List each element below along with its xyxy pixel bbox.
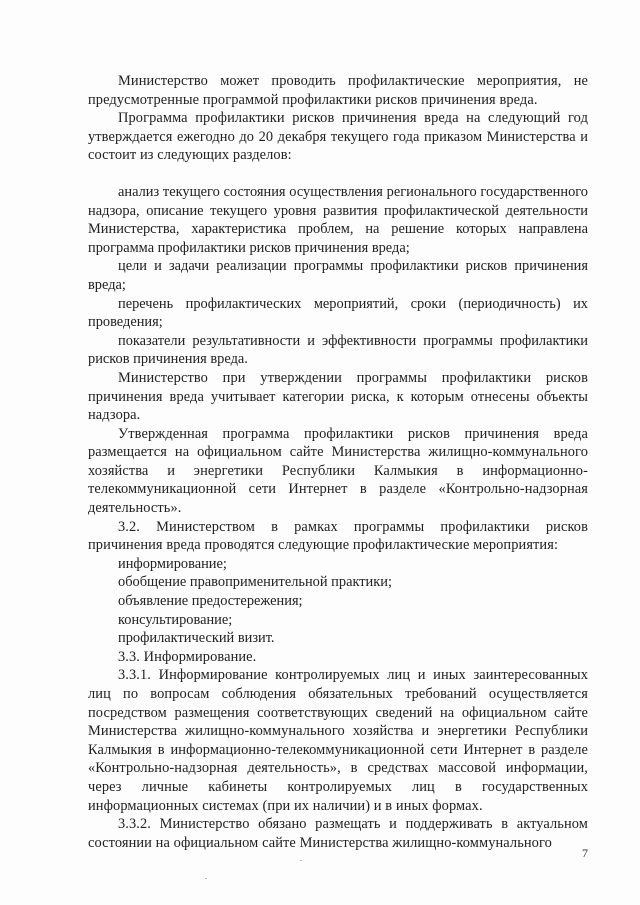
document-body xyxy=(88,72,588,852)
list-item-section-activities: перечень профилактических мероприятий, сроки (периодичность) их проведения; xyxy=(88,295,588,331)
page-number: 7 xyxy=(582,846,588,860)
paragraph-3-3-2: 3.3.2. Министерство обязано размещать и поддерживать в актуальном состоянии на официальном сайте Министерства жилищно-коммунального xyxy=(88,816,588,851)
list-item-activity-consulting: консультирование; xyxy=(118,611,233,628)
list-item-activity-generalization: обобщение правоприменительной практики; xyxy=(118,574,392,591)
heading-3-3: 3.3. Информирование. xyxy=(118,648,257,665)
paragraph-program-approval: Программа профилактики рисков причинения вреда на следующий год утверждается ежегодно до 20 декабря текущего года приказом Министерства и состоит из следующих разделов: xyxy=(88,110,588,164)
list-item-section-goals: цели и задачи реализации программы профилактики рисков причинения вреда; xyxy=(88,258,588,293)
list-item-activity-informing: информирование; xyxy=(118,555,227,572)
scan-artifact xyxy=(205,878,207,879)
paragraph-risk-categories: Министерство при утверждении программы профилактики рисков причинения вреда учитывает категории риска, к которым отнесены объекты надзора. xyxy=(88,369,588,424)
list-item-activity-warning: объявление предостережения; xyxy=(118,593,303,610)
scan-artifact xyxy=(300,860,302,861)
paragraph-extra-activities: Министерство может проводить профилактические мероприятия, не предусмотренные программой профилактики рисков причинения вреда. xyxy=(88,73,588,108)
list-item-activity-visit: профилактический визит. xyxy=(118,630,275,647)
list-item-section-indicators: показатели результативности и эффективности программы профилактики рисков причинения вреда. xyxy=(88,332,588,368)
paragraph-3-3-1: 3.3.1. Информирование контролируемых лиц и иных заинтересованных лиц по вопросам соблюдения обязательных требований осуществляется посредством размещения соответствующих сведений на официальном сайте Министерства жилищно-коммунального хозяйства и энергетики Республики Калмыкия в информационно-телекоммуникационной сети Интернет в разделе «Контрольно-надзорная деятельность», в средствах массовой информации, через личные кабинеты контролируемых лиц в государственных информационных системах (при их наличии) и в иных формах. xyxy=(88,667,588,814)
paragraph-3-2: 3.2. Министерством в рамках программы профилактики рисков причинения вреда проводятся следующие профилактические мероприятия: xyxy=(88,518,588,554)
paragraph-program-published: Утвержденная программа профилактики рисков причинения вреда размещается на официальном сайте Министерства жилищно-коммунального хозяйства и энергетики Республики Калмыкия в информационно-телекоммуникационной сети Интернет в разделе «Контрольно-надзорная деятельность». xyxy=(88,425,588,517)
list-item-section-analysis: анализ текущего состояния осуществления регионального государственного надзора, описание текущего уровня развития профилактической деятельности Министерства, характеристика проблем, на решение которых направлена программа профилактики рисков причинения вреда; xyxy=(88,183,588,256)
